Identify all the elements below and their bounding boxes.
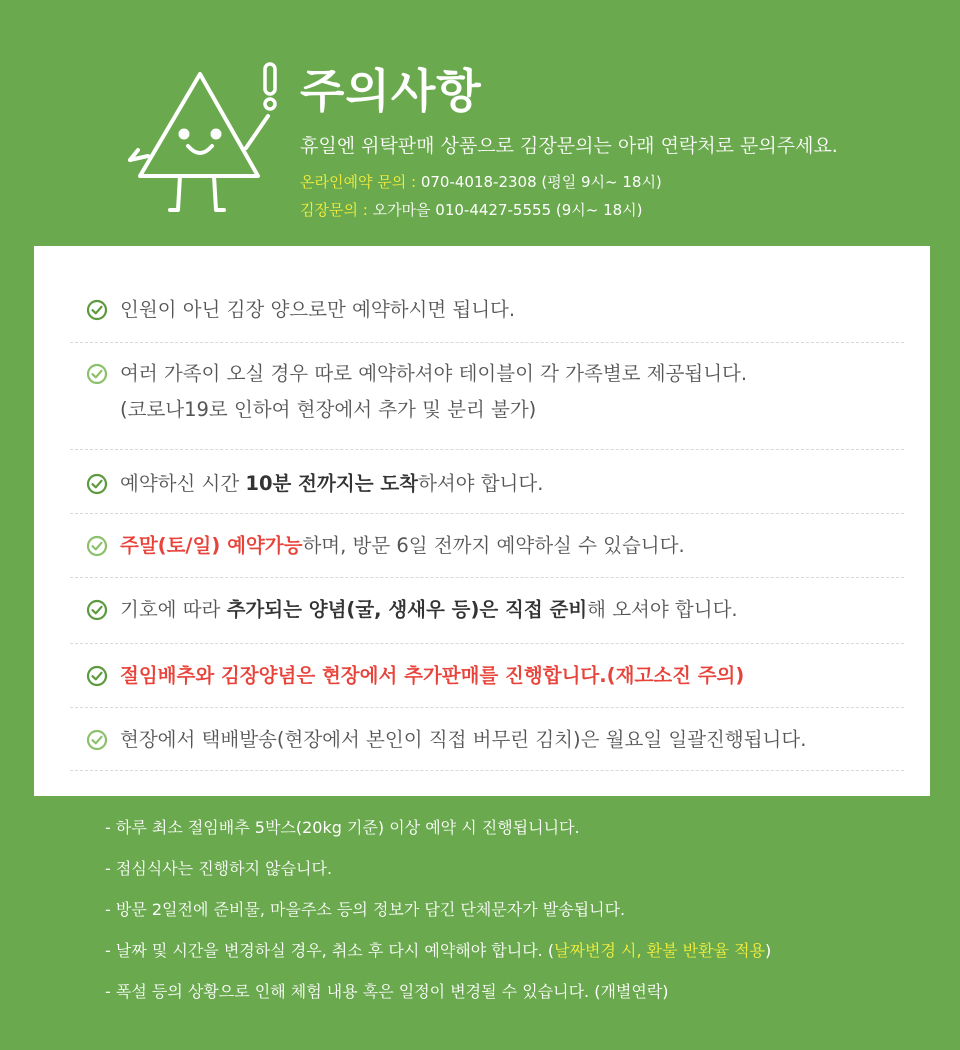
note-item [105, 812, 771, 853]
list-item [70, 644, 904, 708]
item-text-part: 하며, 방문 6일 전까지 예약하실 수 있습니다. [302, 534, 685, 557]
note-text: - 하루 최소 절임배추 5박스(20kg 기준) 이상 예약 시 진행됩니니다. [105, 818, 580, 837]
item-text-main: 현장에서 택배발송(현장에서 본인이 직접 버무린 김치)은 월요일 일괄진행됩니다. [120, 728, 807, 751]
item-text-red: 절임배추와 김장양념은 현장에서 추가판매를 진행합니다.(재고소진 주의) [120, 664, 745, 687]
check-circle-icon [86, 535, 108, 557]
note-text: - 폭설 등의 상황으로 인해 체험 내용 혹은 일정이 변경될 수 있습니다. (개별연락) [105, 982, 669, 1001]
check-circle-icon [86, 665, 108, 687]
list-item [70, 708, 904, 771]
item-text-main: 인원이 아닌 김장 양으로만 예약하시면 됩니다. [120, 298, 516, 321]
item-text [120, 292, 515, 328]
exclamation-icon [258, 62, 282, 112]
item-text-bold: 10분 전까지는 도착 [245, 472, 418, 495]
check-circle-icon [86, 299, 108, 321]
list-item [70, 450, 904, 514]
check-circle-icon [86, 363, 108, 385]
item-text [120, 528, 685, 564]
notice-card [34, 246, 930, 796]
note-item [105, 894, 771, 935]
contact-kimjang [300, 199, 643, 220]
item-text-part: 해 오셔야 합니다. [587, 598, 738, 621]
item-text [120, 658, 744, 694]
note-item [105, 976, 771, 1017]
item-text [120, 722, 806, 758]
note-text: - 방문 2일전에 준비물, 마을주소 등의 정보가 담긴 단체문자가 발송됩니다. [105, 900, 626, 919]
item-text-bold: 추가되는 양념(굴, 생새우 등)은 직접 준비 [226, 598, 588, 621]
check-circle-icon [86, 599, 108, 621]
check-circle-icon [86, 729, 108, 751]
list-item [70, 246, 904, 343]
page-subtitle: 휴일엔 위탁판매 상품으로 김장문의는 아래 연락처로 문의주세요. [300, 135, 838, 157]
contact-online [300, 171, 662, 192]
list-item [70, 343, 904, 450]
page-title: 주의사항 [300, 64, 482, 118]
contact-online-value: 070-4018-2308 (평일 9시~ 18시) [420, 173, 662, 191]
contact-online-label: 온라인예약 문의 : [300, 173, 417, 191]
item-text-part: 하셔야 합니다. [418, 472, 544, 495]
check-circle-icon [86, 473, 108, 495]
item-text-sub: (코로나19로 인하여 현장에서 추가 및 분리 불가) [120, 398, 537, 421]
contact-kimjang-label: 김장문의 : [300, 201, 368, 219]
note-highlight: 날짜변경 시, 환불 반환율 적용 [554, 941, 765, 960]
list-item [70, 514, 904, 578]
item-text [120, 356, 747, 428]
item-text-part: 예약하신 시간 [120, 472, 246, 495]
item-text-red: 주말(토/일) 예약가능 [120, 534, 303, 557]
note-text: - 날짜 및 시간을 변경하실 경우, 취소 후 다시 예약해야 합니다. ( [105, 941, 555, 960]
contact-kimjang-value: 오가마을 010-4427-5555 (9시~ 18시) [372, 201, 643, 219]
note-text: ) [764, 941, 772, 960]
note-item [105, 853, 771, 894]
item-text-part: 기호에 따라 [120, 598, 227, 621]
note-item [105, 935, 771, 976]
item-text-main: 여러 가족이 오실 경우 따로 예약하셔야 테이블이 각 가족별로 제공됩니다. [120, 362, 748, 385]
list-item [70, 578, 904, 644]
note-text: - 점심식사는 진행하지 않습니다. [105, 859, 333, 878]
item-text [120, 592, 738, 628]
notes-list [105, 812, 771, 1017]
item-text [120, 466, 543, 502]
